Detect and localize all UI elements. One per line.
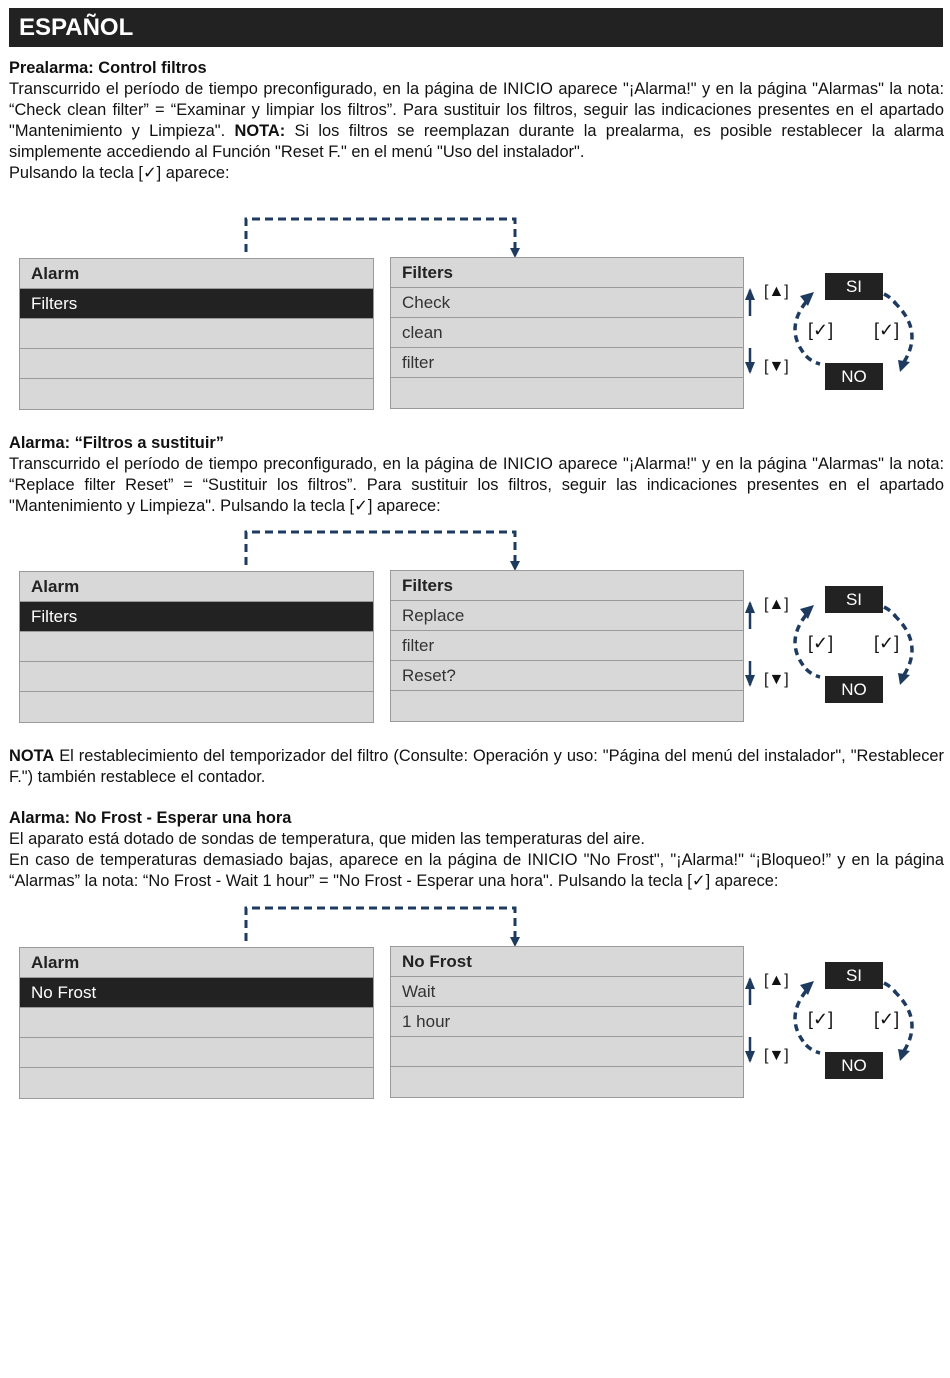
cycle-arrow-left-icon (795, 302, 806, 356)
confirm-key-right[interactable]: [✓] (874, 633, 900, 653)
section-heading: Alarma: “Filtros a sustituir” (9, 434, 224, 452)
confirm-key-left[interactable]: [✓] (808, 320, 834, 340)
si-button[interactable]: SI (825, 586, 883, 613)
menu-item-empty (20, 632, 373, 662)
screen-title: No Frost (391, 947, 743, 977)
section-paragraph: En caso de temperaturas demasiado bajas, aparece en la página de INICIO "No Frost", "¡Alarma!" “¡Bloqueo!” y en la página “Alarmas” la nota: “No Frost - Wait 1 hour” = "No Frost - Esperar una hora". Pulsando la tecla [✓] aparece: (9, 851, 944, 890)
dashed-connector (246, 908, 515, 941)
message-line: clean (391, 318, 743, 348)
section-paragraph: Transcurrido el período de tiempo preconfigurado, en la página de INICIO aparece "¡Alarma!" y en la página "Alarmas" la nota: “Replace filter Reset” = “Sustituir los filtros”. Para sustituir los filtros, seguir las indicaciones presentes en el apartado "Mantenimiento y Limpieza". Pulsando la tecla [✓] aparece: (9, 455, 944, 515)
no-button[interactable]: NO (825, 363, 883, 390)
confirm-key-right[interactable]: [✓] (874, 320, 900, 340)
confirm-key-left[interactable]: [✓] (808, 1009, 834, 1029)
alarm-screen-right (390, 257, 744, 409)
section-paragraph: Pulsando la tecla [✓] aparece: (9, 164, 230, 182)
section-note (9, 746, 944, 788)
message-line: Wait (391, 977, 743, 1007)
up-key-label[interactable]: [▲] (764, 972, 789, 989)
section-paragraph: El aparato está dotado de sondas de temperatura, que miden las temperaturas del aire. (9, 830, 645, 848)
menu-item-empty (20, 662, 373, 692)
section-paragraph: NOTA El restablecimiento del temporizador del filtro (Consulte: Operación y uso: "Página del menú del instalador", "Restablecer F.") también restablece el contador. (9, 747, 944, 786)
menu-item-empty (20, 1008, 373, 1038)
confirm-key-left[interactable]: [✓] (808, 633, 834, 653)
message-line: filter (391, 348, 743, 378)
menu-item-selected[interactable]: Filters (20, 289, 373, 319)
menu-item-empty (20, 692, 373, 722)
dashed-connector (246, 532, 515, 565)
message-line: Reset? (391, 661, 743, 691)
screen-title: Alarm (20, 948, 373, 978)
menu-item-selected[interactable]: Filters (20, 602, 373, 632)
section-paragraph: Transcurrido el período de tiempo preconfigurado, en la página de INICIO aparece "¡Alarma!" y en la página "Alarmas" la nota: “Check clean filter” = “Examinar y limpiar los filtros”. Para sustituir los filtros, seguir las indicaciones presentes en el apartado "Mantenimiento y Limpieza". NOTA: Si los filtros se reemplazan durante la prealarma, es posible restablecer la alarma simplemente accediendo al Función "Reset F." en el menú "Uso del instalador". (9, 80, 944, 161)
confirm-key-right[interactable]: [✓] (874, 1009, 900, 1029)
dashed-connector (246, 219, 515, 252)
no-button[interactable]: NO (825, 1052, 883, 1079)
up-key-label[interactable]: [▲] (764, 596, 789, 613)
down-key-label[interactable]: [▼] (764, 1047, 789, 1064)
alarm-screen-right (390, 570, 744, 722)
cycle-arrow-left-icon (795, 615, 806, 669)
section-prealarm (9, 58, 944, 184)
screen-title: Alarm (20, 259, 373, 289)
message-line: Replace (391, 601, 743, 631)
message-line: Check (391, 288, 743, 318)
screen-title: Alarm (20, 572, 373, 602)
alarm-screen-left (19, 571, 374, 723)
alarm-screen-left (19, 947, 374, 1099)
no-button[interactable]: NO (825, 676, 883, 703)
message-line (391, 691, 743, 721)
down-key-label[interactable]: [▼] (764, 358, 789, 375)
section-heading: Prealarma: Control filtros (9, 59, 207, 77)
alarm-diagram-prealarm (0, 210, 950, 415)
section-heading: Alarma: No Frost - Esperar una hora (9, 809, 292, 827)
alarm-screen-right (390, 946, 744, 1098)
menu-item-selected[interactable]: No Frost (20, 978, 373, 1008)
message-line: 1 hour (391, 1007, 743, 1037)
page-header: ESPAÑOL (9, 8, 943, 47)
menu-item-empty (20, 319, 373, 349)
alarm-diagram-replace (0, 523, 950, 728)
up-key-label[interactable]: [▲] (764, 283, 789, 300)
cycle-arrow-left-icon (795, 991, 806, 1045)
message-line: filter (391, 631, 743, 661)
menu-item-empty (20, 1038, 373, 1068)
si-button[interactable]: SI (825, 962, 883, 989)
down-key-label[interactable]: [▼] (764, 671, 789, 688)
screen-title: Filters (391, 571, 743, 601)
message-line (391, 1067, 743, 1097)
message-line (391, 1037, 743, 1067)
menu-item-empty (20, 379, 373, 409)
section-no-frost (9, 808, 944, 892)
menu-item-empty (20, 349, 373, 379)
screen-title: Filters (391, 258, 743, 288)
menu-item-empty (20, 1068, 373, 1098)
alarm-screen-left (19, 258, 374, 410)
message-line (391, 378, 743, 408)
alarm-diagram-no-frost (0, 899, 950, 1104)
si-button[interactable]: SI (825, 273, 883, 300)
section-filters-replace (9, 433, 944, 517)
